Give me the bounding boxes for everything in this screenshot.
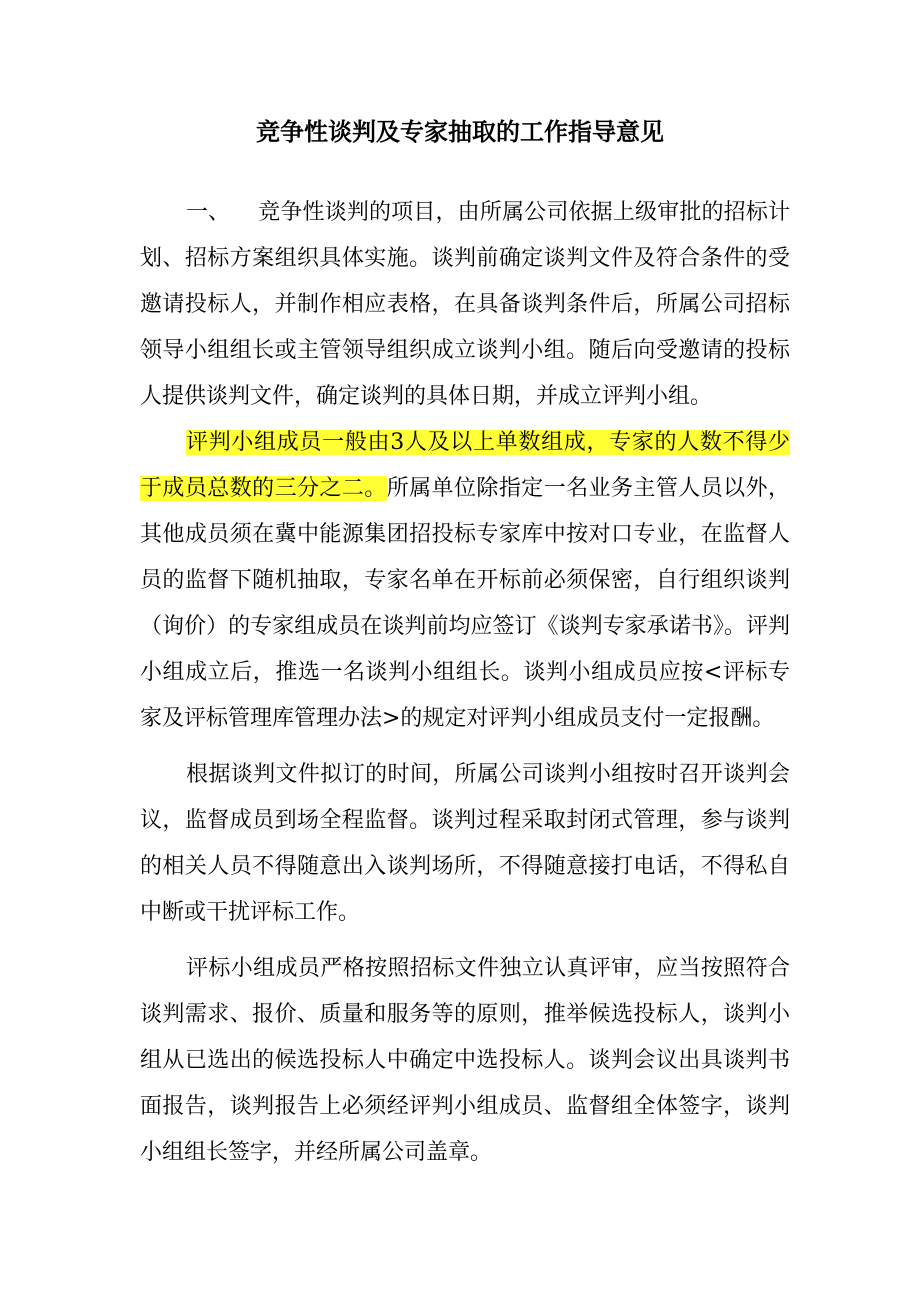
paragraph-1-text: 竞争性谈判的项目，由所属公司依据上级审批的招标计划、招标方案组织具体实施。谈判前确定谈判文件及符合条件的受邀请投标人，并制作相应表格，在具备谈判条件后，所属公司招标领导小组组长或主管领导组织成立谈判小组。随后向受邀请的投标人提供谈判文件，确定谈判的具体日期，并成立评判小组。 xyxy=(140,200,790,409)
highlighted-text: 评判小组成员一般由3人及以上单数组成，专家的人数不得少于成员总数的三分之二。 xyxy=(140,430,790,501)
paragraph-3 xyxy=(140,752,790,936)
paragraph-4 xyxy=(140,946,790,1176)
paragraph-1 xyxy=(140,190,790,420)
paragraph-4-text: 评标小组成员严格按照招标文件独立认真评审，应当按照符合谈判需求、报价、质量和服务等的原则，推举候选投标人，谈判小组从已选出的候选投标人中确定中选投标人。谈判会议出具谈判书面报告，谈判报告上必须经评判小组成员、监督组全体签字，谈判小组组长签字，并经所属公司盖章。 xyxy=(140,956,790,1165)
paragraph-1-number: 一、 xyxy=(186,200,231,225)
paragraph-3-text: 根据谈判文件拟订的时间，所属公司谈判小组按时召开谈判会议，监督成员到场全程监督。谈判过程采取封闭式管理，参与谈判的相关人员不得随意出入谈判场所，不得随意接打电话，不得私自中断或干扰评标工作。 xyxy=(140,762,790,925)
document-body xyxy=(140,190,790,1176)
paragraph-2-text: 所属单位除指定一名业务主管人员以外，其他成员须在冀中能源集团招投标专家库中按对口专业，在监督人员的监督下随机抽取，专家名单在开标前必须保密，自行组织谈判（询价）的专家组成员在谈判前均应签订《谈判专家承诺书》。评判小组成立后，推选一名谈判小组组长。谈判小组成员应按<评标专家及评标管理库管理办法>的规定对评判小组成员支付一定报酬。 xyxy=(140,476,790,731)
document-title: 竞争性谈判及专家抽取的工作指导意见 xyxy=(256,118,664,146)
paragraph-2 xyxy=(140,420,790,742)
